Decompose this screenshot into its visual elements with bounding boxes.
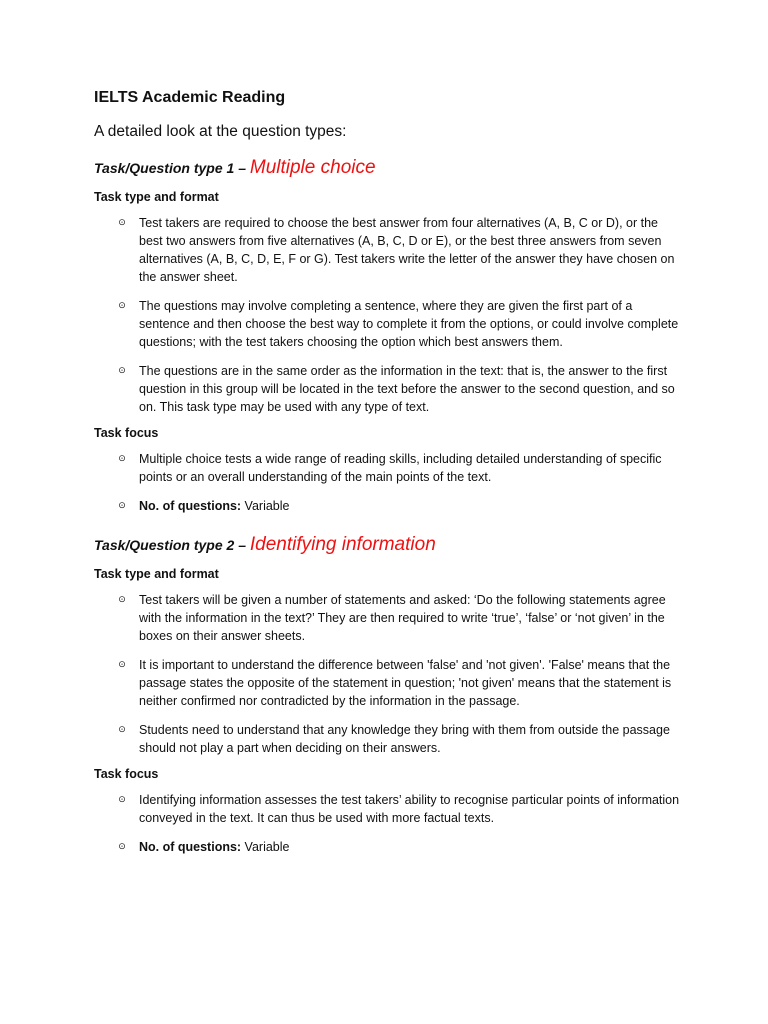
circle-dot-icon: ⊙	[118, 300, 126, 310]
circle-dot-icon: ⊙	[118, 724, 126, 734]
list-item	[94, 656, 684, 710]
circle-dot-icon: ⊙	[118, 365, 126, 375]
list-item-text: Students need to understand that any knowledge they bring with them from outside the passage should not play a part when deciding on their answers.	[139, 723, 670, 755]
format-list	[94, 214, 684, 416]
list-item	[94, 721, 684, 757]
list-item-text: The questions are in the same order as the information in the text: that is, the answer to the first question in this group will be located in the text before the answer to the second question, and so on. This task type may be used with any type of text.	[139, 364, 675, 414]
circle-dot-icon: ⊙	[118, 659, 126, 669]
document-page	[94, 86, 684, 864]
list-item	[94, 214, 684, 286]
section-identifying-information	[94, 531, 684, 856]
section-multiple-choice	[94, 154, 684, 515]
page-title: IELTS Academic Reading	[94, 89, 286, 106]
list-item	[94, 838, 684, 856]
section-heading	[94, 154, 684, 182]
list-item-text: It is important to understand the difference between 'false' and 'not given'. 'False' means that the passage states the opposite of the statement in question; 'not given' means that the statement is neither confirmed nor contradicted by the information in the passage.	[139, 658, 672, 708]
format-label: Task type and format	[94, 190, 219, 204]
question-count-label: No. of questions:	[139, 499, 242, 513]
circle-dot-icon: ⊙	[118, 500, 126, 510]
circle-dot-icon: ⊙	[118, 217, 126, 227]
question-count-value: Variable	[241, 499, 290, 513]
format-label: Task type and format	[94, 567, 219, 581]
page-subtitle: A detailed look at the question types:	[94, 123, 347, 140]
format-list	[94, 591, 684, 757]
focus-list	[94, 450, 684, 515]
section-heading-accent: Multiple choice	[249, 157, 376, 178]
focus-list	[94, 791, 684, 856]
list-item	[94, 497, 684, 515]
list-item-text: Multiple choice tests a wide range of reading skills, including detailed understanding of specific points or an overall understanding of the main points of the text.	[139, 452, 662, 484]
list-item-text: The questions may involve completing a sentence, where they are given the first part of a sentence and then choose the best way to complete it from the options, or could involve complete questions; with the test takers choosing the option which best answers them.	[139, 299, 679, 349]
circle-dot-icon: ⊙	[118, 841, 126, 851]
question-count-value: Variable	[241, 840, 290, 854]
focus-label: Task focus	[94, 426, 159, 440]
list-item-text: Identifying information assesses the test takers’ ability to recognise particular points of information conveyed in the text. It can thus be used with more factual texts.	[139, 793, 680, 825]
list-item	[94, 791, 684, 827]
section-heading-lead: Task/Question type 2 –	[94, 537, 246, 553]
question-count-label: No. of questions:	[139, 840, 242, 854]
list-item	[94, 450, 684, 486]
list-item	[94, 591, 684, 645]
list-item	[94, 297, 684, 351]
circle-dot-icon: ⊙	[118, 794, 126, 804]
section-heading	[94, 531, 684, 559]
list-item	[94, 362, 684, 416]
section-heading-lead: Task/Question type 1 –	[94, 160, 246, 176]
list-item-text: Test takers will be given a number of statements and asked: ‘Do the following statements agree with the information in the text?’ They are then required to write ‘true’, ‘false’ or ‘not given’ in the boxes on their answer sheets.	[139, 593, 666, 643]
circle-dot-icon: ⊙	[118, 594, 126, 604]
focus-label: Task focus	[94, 767, 159, 781]
list-item-text: Test takers are required to choose the best answer from four alternatives (A, B, C or D), or the best two answers from five alternatives (A, B, C, D or E), or the best three answers from seven alternatives (A, B, C, D, E, F or G). Test takers write the letter of the answer they have chosen on the answer sheet.	[139, 216, 675, 284]
circle-dot-icon: ⊙	[118, 453, 126, 463]
section-heading-accent: Identifying information	[249, 534, 436, 555]
